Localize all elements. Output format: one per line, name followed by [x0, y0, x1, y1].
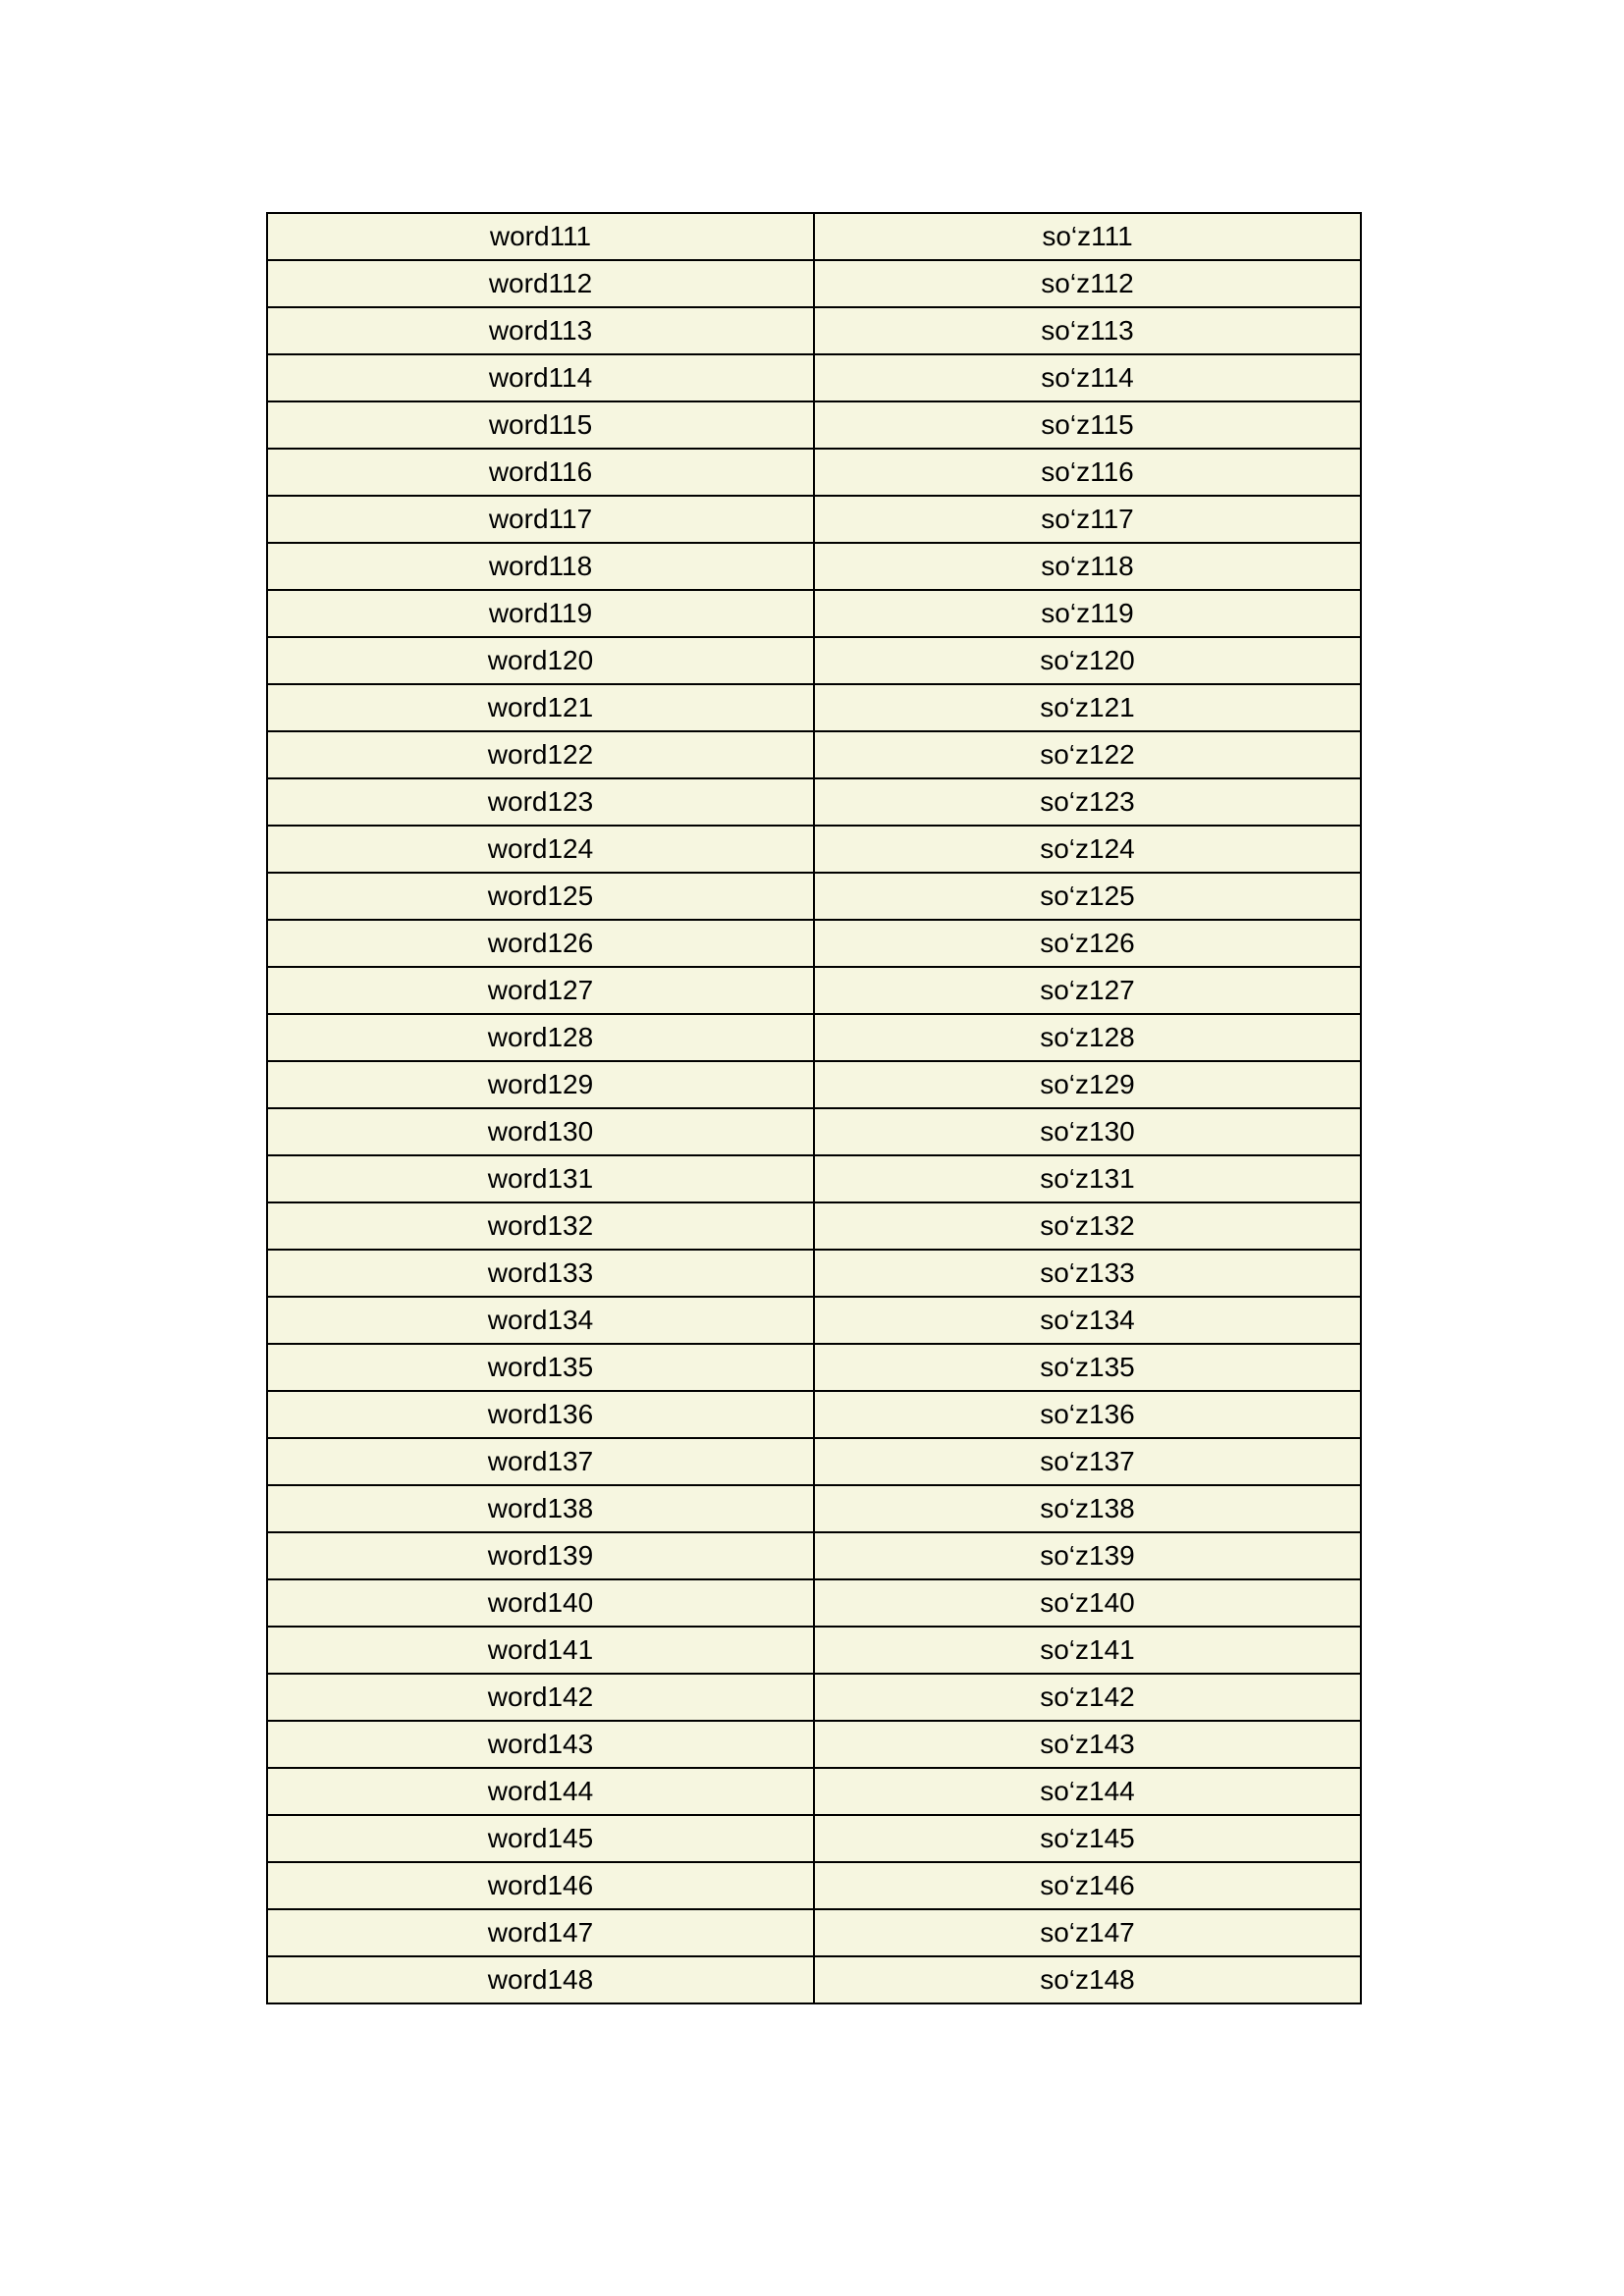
table-row — [267, 1485, 1361, 1532]
table-row — [267, 1155, 1361, 1202]
table-row — [267, 1297, 1361, 1344]
table-row — [267, 496, 1361, 543]
table-row — [267, 920, 1361, 967]
word-cell: word115 — [267, 401, 814, 449]
word-cell: word117 — [267, 496, 814, 543]
word-cell: word134 — [267, 1297, 814, 1344]
word-cell: word136 — [267, 1391, 814, 1438]
word-cell: word119 — [267, 590, 814, 637]
word-cell: word123 — [267, 778, 814, 826]
table-row — [267, 1202, 1361, 1250]
word-cell: word130 — [267, 1108, 814, 1155]
translation-cell: so‘z123 — [814, 778, 1361, 826]
table-row — [267, 1344, 1361, 1391]
word-cell: word112 — [267, 260, 814, 307]
translation-cell: so‘z116 — [814, 449, 1361, 496]
translation-cell: so‘z136 — [814, 1391, 1361, 1438]
translation-cell: so‘z147 — [814, 1909, 1361, 1956]
word-cell: word113 — [267, 307, 814, 354]
table-row — [267, 778, 1361, 826]
translation-cell: so‘z125 — [814, 873, 1361, 920]
translation-cell: so‘z142 — [814, 1674, 1361, 1721]
word-cell: word124 — [267, 826, 814, 873]
vocabulary-table-body — [267, 213, 1361, 2003]
word-cell: word139 — [267, 1532, 814, 1579]
table-row — [267, 1909, 1361, 1956]
word-cell: word129 — [267, 1061, 814, 1108]
word-cell: word125 — [267, 873, 814, 920]
word-cell: word116 — [267, 449, 814, 496]
word-cell: word144 — [267, 1768, 814, 1815]
translation-cell: so‘z148 — [814, 1956, 1361, 2003]
translation-cell: so‘z139 — [814, 1532, 1361, 1579]
word-cell: word120 — [267, 637, 814, 684]
table-row — [267, 731, 1361, 778]
translation-cell: so‘z118 — [814, 543, 1361, 590]
word-cell: word133 — [267, 1250, 814, 1297]
translation-cell: so‘z143 — [814, 1721, 1361, 1768]
translation-cell: so‘z132 — [814, 1202, 1361, 1250]
table-row — [267, 1532, 1361, 1579]
table-row — [267, 1862, 1361, 1909]
word-cell: word128 — [267, 1014, 814, 1061]
translation-cell: so‘z129 — [814, 1061, 1361, 1108]
word-cell: word135 — [267, 1344, 814, 1391]
table-row — [267, 1674, 1361, 1721]
word-cell: word111 — [267, 213, 814, 260]
vocabulary-table — [266, 212, 1362, 2004]
table-row — [267, 1579, 1361, 1627]
table-row — [267, 1061, 1361, 1108]
word-cell: word140 — [267, 1579, 814, 1627]
translation-cell: so‘z113 — [814, 307, 1361, 354]
table-row — [267, 1956, 1361, 2003]
word-cell: word114 — [267, 354, 814, 401]
translation-cell: so‘z137 — [814, 1438, 1361, 1485]
translation-cell: so‘z131 — [814, 1155, 1361, 1202]
table-row — [267, 1438, 1361, 1485]
word-cell: word127 — [267, 967, 814, 1014]
word-cell: word143 — [267, 1721, 814, 1768]
table-row — [267, 354, 1361, 401]
word-cell: word132 — [267, 1202, 814, 1250]
translation-cell: so‘z111 — [814, 213, 1361, 260]
table-row — [267, 1391, 1361, 1438]
word-cell: word137 — [267, 1438, 814, 1485]
table-row — [267, 1768, 1361, 1815]
word-cell: word148 — [267, 1956, 814, 2003]
table-row — [267, 543, 1361, 590]
translation-cell: so‘z119 — [814, 590, 1361, 637]
translation-cell: so‘z126 — [814, 920, 1361, 967]
word-cell: word145 — [267, 1815, 814, 1862]
translation-cell: so‘z138 — [814, 1485, 1361, 1532]
translation-cell: so‘z144 — [814, 1768, 1361, 1815]
translation-cell: so‘z115 — [814, 401, 1361, 449]
word-cell: word146 — [267, 1862, 814, 1909]
table-row — [267, 213, 1361, 260]
word-cell: word122 — [267, 731, 814, 778]
table-row — [267, 401, 1361, 449]
word-cell: word147 — [267, 1909, 814, 1956]
translation-cell: so‘z135 — [814, 1344, 1361, 1391]
table-row — [267, 307, 1361, 354]
translation-cell: so‘z112 — [814, 260, 1361, 307]
translation-cell: so‘z124 — [814, 826, 1361, 873]
translation-cell: so‘z128 — [814, 1014, 1361, 1061]
translation-cell: so‘z146 — [814, 1862, 1361, 1909]
translation-cell: so‘z130 — [814, 1108, 1361, 1155]
table-row — [267, 1014, 1361, 1061]
table-row — [267, 449, 1361, 496]
table-row — [267, 873, 1361, 920]
table-row — [267, 590, 1361, 637]
word-cell: word126 — [267, 920, 814, 967]
translation-cell: so‘z127 — [814, 967, 1361, 1014]
table-row — [267, 637, 1361, 684]
translation-cell: so‘z134 — [814, 1297, 1361, 1344]
translation-cell: so‘z122 — [814, 731, 1361, 778]
translation-cell: so‘z114 — [814, 354, 1361, 401]
table-row — [267, 1627, 1361, 1674]
table-row — [267, 967, 1361, 1014]
table-row — [267, 1815, 1361, 1862]
word-cell: word131 — [267, 1155, 814, 1202]
table-row — [267, 826, 1361, 873]
word-cell: word142 — [267, 1674, 814, 1721]
table-row — [267, 1721, 1361, 1768]
table-row — [267, 1108, 1361, 1155]
table-row — [267, 684, 1361, 731]
table-row — [267, 260, 1361, 307]
word-cell: word138 — [267, 1485, 814, 1532]
translation-cell: so‘z117 — [814, 496, 1361, 543]
translation-cell: so‘z141 — [814, 1627, 1361, 1674]
word-cell: word141 — [267, 1627, 814, 1674]
translation-cell: so‘z140 — [814, 1579, 1361, 1627]
translation-cell: so‘z133 — [814, 1250, 1361, 1297]
word-cell: word121 — [267, 684, 814, 731]
word-cell: word118 — [267, 543, 814, 590]
translation-cell: so‘z121 — [814, 684, 1361, 731]
table-row — [267, 1250, 1361, 1297]
translation-cell: so‘z120 — [814, 637, 1361, 684]
translation-cell: so‘z145 — [814, 1815, 1361, 1862]
